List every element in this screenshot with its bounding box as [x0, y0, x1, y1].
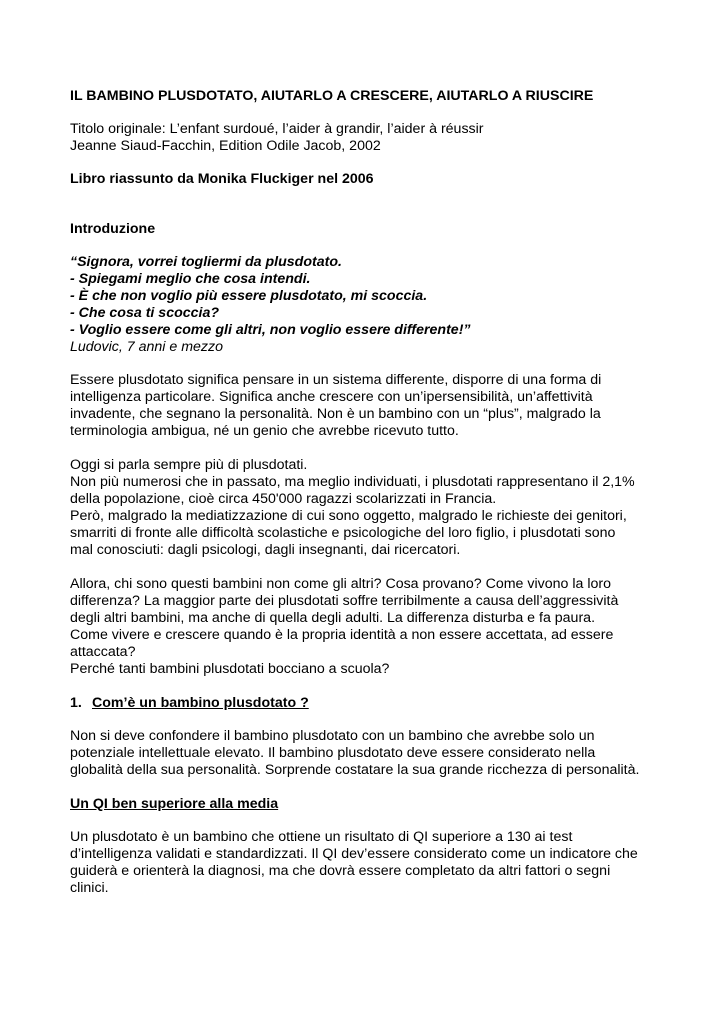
paragraph-line: intelligenza particolare. Significa anche crescere con un’ipersensibilità, un’affettività	[70, 389, 593, 405]
paragraph-line: Come vivere e crescere quando è la propria identità a non essere accettata, ad essere	[70, 627, 614, 643]
section-heading	[70, 695, 665, 712]
paragraph-line: Oggi si parla sempre più di plusdotati.	[70, 457, 308, 473]
paragraph	[70, 728, 665, 779]
paragraph-line: Perché tanti bambini plusdotati bocciano a scuola?	[70, 661, 390, 677]
paragraph-line: attaccata?	[70, 644, 136, 660]
paragraph-line: mal conosciuti: dagli psicologi, dagli insegnanti, dai ricercatori.	[70, 542, 461, 558]
intro-heading: Introduzione	[70, 221, 156, 237]
paragraph-line: differenza? La maggior parte dei plusdotati soffre terribilmente a causa dell’aggressività	[70, 593, 619, 609]
paragraph	[70, 457, 665, 559]
paragraph-line: Un plusdotato è un bambino che ottiene un risultato di QI superiore a 130 ai test	[70, 829, 573, 845]
paragraph-line: guiderà e orienterà la diagnosi, ma che dovrà essere completato da altri fattori o segni	[70, 863, 611, 879]
summary-credit: Libro riassunto da Monika Fluckiger nel 2006	[70, 171, 374, 187]
paragraph-line: terminologia ambigua, né un genio che avrebbe ricevuto tutto.	[70, 423, 459, 439]
paragraph-line: smarriti di fronte alle difficoltà scolastiche e psicologiche del loro figlio, i plusdotati sono	[70, 525, 616, 541]
quote-line: - Che cosa ti scoccia?	[70, 305, 220, 321]
paragraph-line: globalità della sua personalità. Sorprende costatare la sua grande ricchezza di personalità.	[70, 762, 640, 778]
paragraph-line: Essere plusdotato significa pensare in un sistema differente, disporre di una forma di	[70, 372, 602, 388]
paragraph	[70, 372, 665, 440]
paragraph	[70, 576, 665, 678]
paragraph-line: della popolazione, cioè circa 450'000 ragazzi scolarizzati in Francia.	[70, 491, 497, 507]
section-title: Com’è un bambino plusdotato ?	[92, 695, 309, 711]
quote-line: - Voglio essere come gli altri, non voglio essere differente!”	[70, 322, 471, 338]
paragraph-line: Non si deve confondere il bambino plusdotato con un bambino che avrebbe solo un	[70, 728, 595, 744]
paragraph-line: degli altri bambini, ma anche di quella degli adulti. La differenza disturba e fa paura.	[70, 610, 596, 626]
paragraph-line: invadente, che segnano la personalità. Non è un bambino con un “plus”, malgrado la	[70, 406, 601, 422]
original-title-info	[70, 121, 665, 155]
paragraph-line: clinici.	[70, 880, 109, 896]
original-title-line: Titolo originale: L’enfant surdoué, l’aider à grandir, l’aider à réussir	[70, 121, 484, 137]
paragraph-line: Però, malgrado la mediatizzazione di cui sono oggetto, malgrado le richieste dei genitori,	[70, 508, 627, 524]
paragraph-line: Allora, chi sono questi bambini non come gli altri? Cosa provano? Come vivono la loro	[70, 576, 611, 592]
subsection-heading: Un QI ben superiore alla media	[70, 796, 279, 812]
quote-author: Ludovic, 7 anni e mezzo	[70, 339, 224, 355]
paragraph	[70, 829, 665, 897]
opening-quote	[70, 254, 665, 356]
quote-line: “Signora, vorrei togliermi da plusdotato.	[70, 254, 342, 270]
quote-line: - È che non voglio più essere plusdotato, mi scoccia.	[70, 288, 428, 304]
quote-line: - Spiegami meglio che cosa intendi.	[70, 271, 311, 287]
paragraph-line: d’intelligenza validati e standardizzati. Il QI dev’essere considerato come un indicatore che	[70, 846, 638, 862]
paragraph-line: Non più numerosi che in passato, ma meglio individuati, i plusdotati rappresentano il 2,1%	[70, 474, 635, 490]
document-title: IL BAMBINO PLUSDOTATO, AIUTARLO A CRESCERE, AIUTARLO A RIUSCIRE	[70, 88, 594, 104]
section-number: 1.	[70, 695, 82, 711]
paragraph-line: potenziale intellettuale elevato. Il bambino plusdotato deve essere considerato nella	[70, 745, 596, 761]
author-publisher-line: Jeanne Siaud-Facchin, Edition Odile Jacob, 2002	[70, 138, 381, 154]
